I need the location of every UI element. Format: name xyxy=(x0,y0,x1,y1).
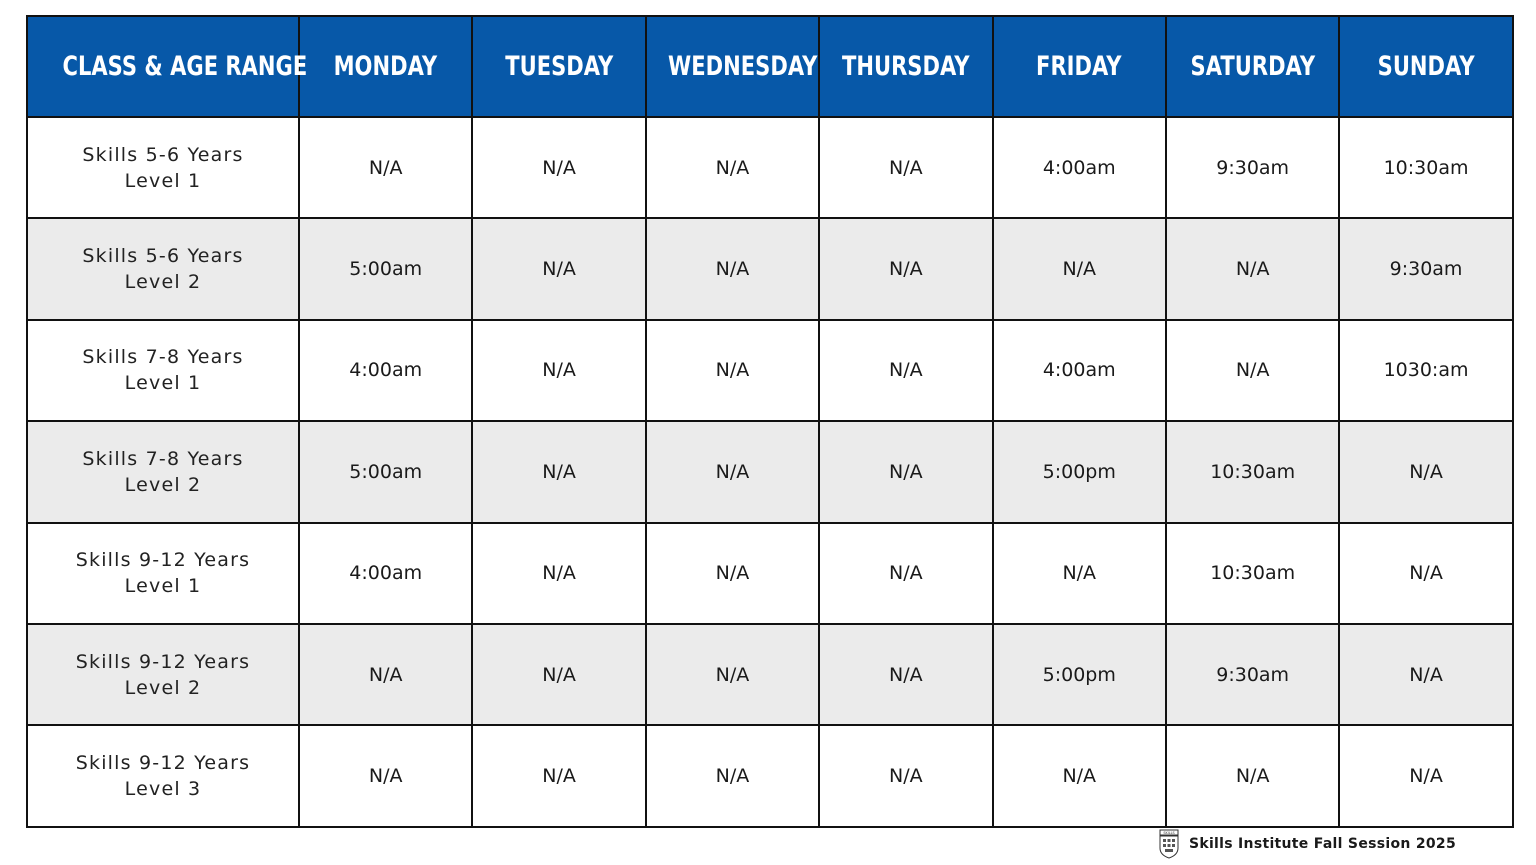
header-sunday: SUNDAY xyxy=(1339,16,1512,117)
time-cell-monday: 4:00am xyxy=(299,523,472,624)
time-cell-saturday: 9:30am xyxy=(1166,117,1339,218)
header-thursday: THURSDAY xyxy=(819,16,992,117)
class-level: Level 2 xyxy=(124,473,202,496)
class-name: Skills 9-12 Years xyxy=(75,752,251,775)
header-monday: MONDAY xyxy=(299,16,472,117)
class-name: Skills 9-12 Years xyxy=(75,650,251,673)
header-tuesday: TUESDAY xyxy=(472,16,645,117)
time-cell-saturday: 10:30am xyxy=(1166,421,1339,522)
header-row xyxy=(27,16,1513,117)
time-cell-monday: 4:00am xyxy=(299,320,472,421)
time-cell-thursday: N/A xyxy=(819,218,992,319)
time-cell-tuesday: N/A xyxy=(472,421,645,522)
time-cell-tuesday: N/A xyxy=(472,523,645,624)
time-cell-saturday: N/A xyxy=(1166,218,1339,319)
table-row xyxy=(27,218,1513,319)
time-cell-monday: N/A xyxy=(299,725,472,826)
time-cell-thursday: N/A xyxy=(819,624,992,725)
time-cell-sunday: 1030:am xyxy=(1339,320,1512,421)
class-level: Level 1 xyxy=(124,169,202,192)
table-row xyxy=(27,523,1513,624)
time-cell-saturday: N/A xyxy=(1166,320,1339,421)
time-cell-wednesday: N/A xyxy=(646,523,819,624)
table-row xyxy=(27,320,1513,421)
time-cell-tuesday: N/A xyxy=(472,117,645,218)
footer-session-title: Skills Institute Fall Session 2025 xyxy=(1188,836,1456,852)
header-saturday: SATURDAY xyxy=(1166,16,1339,117)
time-cell-monday: N/A xyxy=(299,117,472,218)
time-cell-wednesday: N/A xyxy=(646,725,819,826)
time-cell-friday: 5:00pm xyxy=(993,421,1166,522)
class-name: Skills 7-8 Years xyxy=(82,346,244,369)
class-level: Level 1 xyxy=(124,575,202,598)
time-cell-sunday: N/A xyxy=(1339,725,1512,826)
class-cell xyxy=(27,624,299,725)
class-name: Skills 9-12 Years xyxy=(75,549,251,572)
time-cell-saturday: 10:30am xyxy=(1166,523,1339,624)
time-cell-wednesday: N/A xyxy=(646,624,819,725)
table-row xyxy=(27,624,1513,725)
time-cell-sunday: N/A xyxy=(1339,523,1512,624)
table-row xyxy=(27,117,1513,218)
footer xyxy=(1159,829,1456,859)
time-cell-monday: 5:00am xyxy=(299,218,472,319)
header-friday: FRIDAY xyxy=(993,16,1166,117)
time-cell-monday: N/A xyxy=(299,624,472,725)
class-cell xyxy=(27,218,299,319)
class-cell xyxy=(27,117,299,218)
class-schedule-table xyxy=(26,15,1514,828)
table-row xyxy=(27,725,1513,826)
time-cell-friday: 5:00pm xyxy=(993,624,1166,725)
time-cell-thursday: N/A xyxy=(819,421,992,522)
time-cell-tuesday: N/A xyxy=(472,218,645,319)
time-cell-wednesday: N/A xyxy=(646,218,819,319)
time-cell-tuesday: N/A xyxy=(472,725,645,826)
class-name: Skills 7-8 Years xyxy=(82,447,244,470)
class-cell xyxy=(27,421,299,522)
class-cell xyxy=(27,523,299,624)
class-name: Skills 5-6 Years xyxy=(82,245,244,268)
class-level: Level 2 xyxy=(124,676,202,699)
time-cell-thursday: N/A xyxy=(819,320,992,421)
skills-crest-icon xyxy=(1159,829,1179,859)
class-name: Skills 5-6 Years xyxy=(82,143,244,166)
time-cell-friday: N/A xyxy=(993,218,1166,319)
time-cell-thursday: N/A xyxy=(819,725,992,826)
class-level: Level 1 xyxy=(124,372,202,395)
class-level: Level 3 xyxy=(124,778,202,801)
header-wednesday: WEDNESDAY xyxy=(646,16,819,117)
svg-text:SKILLS: SKILLS xyxy=(1163,831,1175,835)
time-cell-tuesday: N/A xyxy=(472,624,645,725)
time-cell-sunday: 9:30am xyxy=(1339,218,1512,319)
time-cell-friday: N/A xyxy=(993,725,1166,826)
time-cell-monday: 5:00am xyxy=(299,421,472,522)
class-level: Level 2 xyxy=(124,271,202,294)
time-cell-saturday: N/A xyxy=(1166,725,1339,826)
time-cell-sunday: N/A xyxy=(1339,624,1512,725)
header-class-age-range: CLASS & AGE RANGE xyxy=(27,16,299,117)
class-cell xyxy=(27,725,299,826)
time-cell-wednesday: N/A xyxy=(646,117,819,218)
time-cell-friday: 4:00am xyxy=(993,117,1166,218)
time-cell-friday: N/A xyxy=(993,523,1166,624)
time-cell-tuesday: N/A xyxy=(472,320,645,421)
time-cell-wednesday: N/A xyxy=(646,320,819,421)
time-cell-sunday: 10:30am xyxy=(1339,117,1512,218)
time-cell-wednesday: N/A xyxy=(646,421,819,522)
time-cell-thursday: N/A xyxy=(819,117,992,218)
time-cell-friday: 4:00am xyxy=(993,320,1166,421)
class-cell xyxy=(27,320,299,421)
table-row xyxy=(27,421,1513,522)
time-cell-saturday: 9:30am xyxy=(1166,624,1339,725)
time-cell-sunday: N/A xyxy=(1339,421,1512,522)
time-cell-thursday: N/A xyxy=(819,523,992,624)
